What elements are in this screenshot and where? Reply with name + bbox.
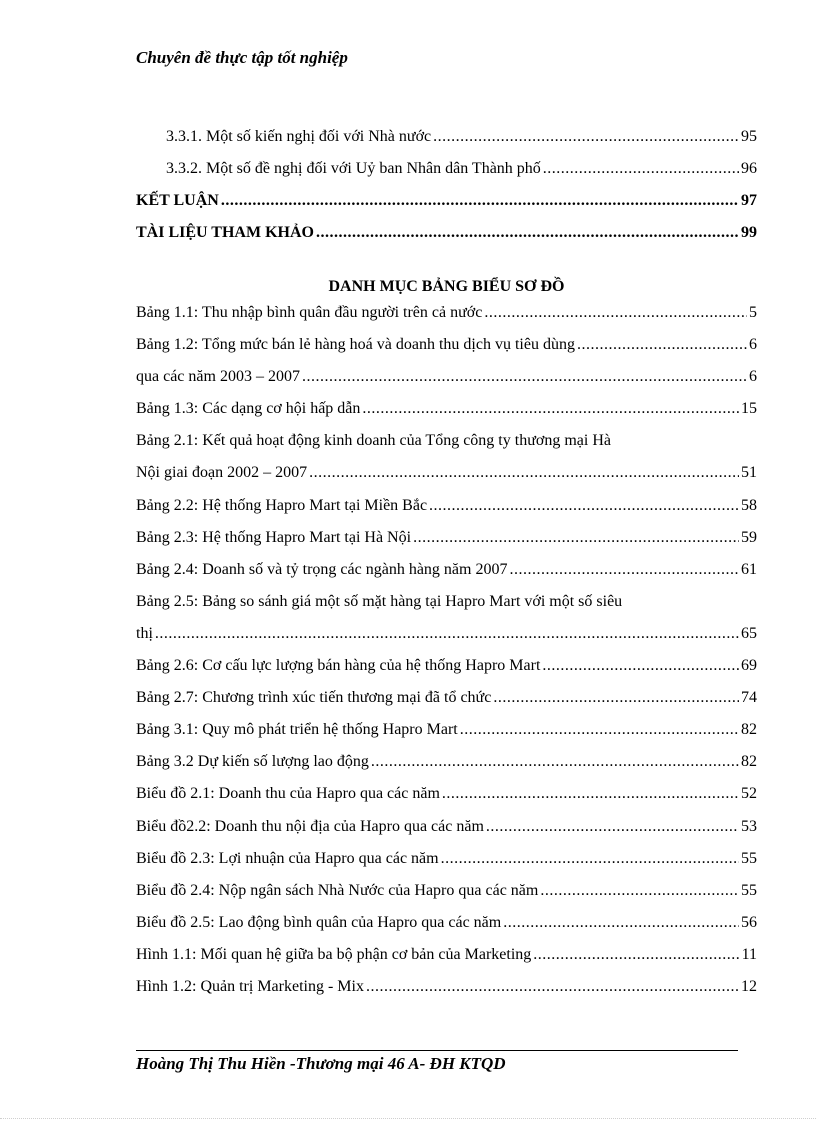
dot-leader	[484, 304, 747, 322]
list-item	[136, 497, 757, 529]
list-label: qua các năm 2003 – 2007	[136, 368, 300, 386]
list-page: 55	[741, 881, 757, 899]
list-item	[136, 464, 757, 496]
list-label: Bảng 2.3: Hệ thống Hapro Mart tại Hà Nội	[136, 528, 412, 546]
toc-row	[136, 128, 757, 160]
dot-leader	[542, 657, 739, 675]
list-label: Nội giai đoạn 2002 – 2007	[136, 464, 308, 482]
list-page: 61	[741, 560, 757, 578]
page-footer: Hoàng Thị Thu Hiền -Thương mại 46 A- ĐH KTQD	[136, 1054, 506, 1073]
toc-label: 3.3.2. Một số đề nghị đối với Uỷ ban Nhân dân Thành phố	[166, 160, 541, 177]
list-label: Biểu đồ 2.4: Nộp ngân sách Nhà Nước của Hapro qua các năm	[136, 881, 539, 899]
dot-leader	[442, 785, 739, 803]
dot-leader	[316, 224, 739, 242]
list-page: 65	[741, 624, 757, 642]
list-item	[136, 400, 757, 432]
list-item	[136, 689, 757, 721]
list-item	[136, 721, 757, 753]
list-item	[136, 625, 757, 657]
list-item	[136, 914, 757, 946]
toc-row	[136, 160, 757, 192]
toc-label: TÀI LIỆU THAM KHẢO	[136, 224, 314, 241]
list-page: 82	[741, 721, 757, 739]
list-item	[136, 304, 757, 336]
dot-leader	[155, 625, 739, 643]
figure-table-list	[136, 304, 757, 1010]
list-label: Biểu đồ 2.5: Lao động bình quân của Hapro qua các năm	[136, 913, 502, 931]
dot-leader	[503, 914, 739, 932]
dot-leader	[493, 689, 739, 707]
list-label: Bảng 2.1: Kết quả hoạt động kinh doanh của Tổng công ty thương mại Hà	[136, 432, 611, 450]
toc-row	[136, 192, 757, 224]
dot-leader	[309, 464, 739, 482]
toc-label: 3.3.1. Một số kiến nghị đối với Nhà nước	[166, 128, 432, 145]
list-label: thị	[136, 624, 153, 642]
dot-leader	[366, 978, 739, 996]
list-page: 52	[741, 785, 757, 803]
list-page: 15	[741, 400, 757, 418]
list-page: 59	[741, 528, 757, 546]
toc-label: KẾT LUẬN	[136, 192, 219, 209]
list-label: Bảng 2.6: Cơ cấu lực lượng bán hàng của hệ thống Hapro Mart	[136, 657, 541, 675]
list-page: 74	[741, 689, 757, 707]
footer-divider	[136, 1050, 738, 1051]
toc-page: 95	[741, 128, 757, 145]
list-item-first-line	[136, 432, 757, 464]
list-label: Bảng 2.4: Doanh số và tỷ trọng các ngành hàng năm 2007	[136, 560, 508, 578]
list-page: 53	[741, 817, 757, 835]
dot-leader	[533, 946, 739, 964]
list-label: Bảng 2.2: Hệ thống Hapro Mart tại Miền Bắc	[136, 496, 428, 514]
dot-leader	[460, 721, 739, 739]
list-page: 55	[741, 849, 757, 867]
page-edge	[0, 1118, 816, 1119]
list-label: Bảng 2.7: Chương trình xúc tiến thương mại đã tổ chức	[136, 689, 492, 707]
list-title: DANH MỤC BẢNG BIỂU SƠ ĐỒ	[328, 278, 565, 295]
list-item	[136, 978, 757, 1010]
table-of-contents	[136, 128, 757, 256]
dot-leader	[540, 882, 739, 900]
list-label: Hình 1.2: Quản trị Marketing - Mix	[136, 977, 364, 995]
dot-leader	[362, 400, 739, 418]
list-page: 56	[741, 913, 757, 931]
list-label: Bảng 2.5: Bảng so sánh giá một số mặt hàng tại Hapro Mart với một số siêu	[136, 592, 623, 610]
list-item	[136, 336, 757, 368]
list-item	[136, 818, 757, 850]
list-page: 11	[741, 945, 757, 963]
list-item	[136, 368, 757, 400]
list-page: 58	[741, 496, 757, 514]
list-item	[136, 946, 757, 978]
dot-leader	[371, 753, 739, 771]
list-label: Bảng 3.1: Quy mô phát triển hệ thống Hapro Mart	[136, 721, 458, 739]
list-page: 12	[741, 977, 757, 995]
list-label: Bảng 1.3: Các dạng cơ hội hấp dẫn	[136, 400, 361, 418]
toc-row	[136, 224, 757, 256]
page-header: Chuyên đề thực tập tốt nghiệp	[136, 48, 348, 67]
list-page: 69	[741, 657, 757, 675]
list-label: Bảng 3.2 Dự kiến số lượng lao động	[136, 753, 369, 771]
list-page: 51	[741, 464, 757, 482]
list-label: Biểu đồ2.2: Doanh thu nội địa của Hapro qua các năm	[136, 817, 484, 835]
dot-leader	[413, 529, 739, 547]
toc-page: 97	[741, 192, 757, 209]
list-label: Bảng 1.2: Tổng mức bán lẻ hàng hoá và doanh thu dịch vụ tiêu dùng	[136, 336, 575, 354]
list-item	[136, 529, 757, 561]
list-item	[136, 785, 757, 817]
dot-leader	[433, 128, 739, 146]
list-label: Bảng 1.1: Thu nhập bình quân đầu người trên cả nước	[136, 304, 483, 321]
dot-leader	[429, 497, 739, 515]
toc-page: 99	[741, 224, 757, 241]
list-label: Hình 1.1: Mối quan hệ giữa ba bộ phận cơ bản của Marketing	[136, 945, 532, 963]
list-label: Biểu đồ 2.3: Lợi nhuận của Hapro qua các năm	[136, 849, 439, 867]
list-page: 82	[741, 753, 757, 771]
dot-leader	[509, 561, 739, 579]
list-item	[136, 657, 757, 689]
list-item	[136, 561, 757, 593]
list-item	[136, 850, 757, 882]
dot-leader	[486, 818, 739, 836]
toc-page: 96	[741, 160, 757, 177]
dot-leader	[543, 160, 739, 178]
dot-leader	[221, 192, 739, 210]
list-item	[136, 753, 757, 785]
list-page: 6	[749, 368, 757, 386]
dot-leader	[441, 850, 739, 868]
list-item-first-line	[136, 593, 757, 625]
list-page: 5	[749, 304, 757, 321]
list-page: 6	[749, 336, 757, 354]
list-label: Biểu đồ 2.1: Doanh thu của Hapro qua các năm	[136, 785, 440, 803]
dot-leader	[302, 368, 747, 386]
dot-leader	[577, 336, 747, 354]
list-item	[136, 882, 757, 914]
